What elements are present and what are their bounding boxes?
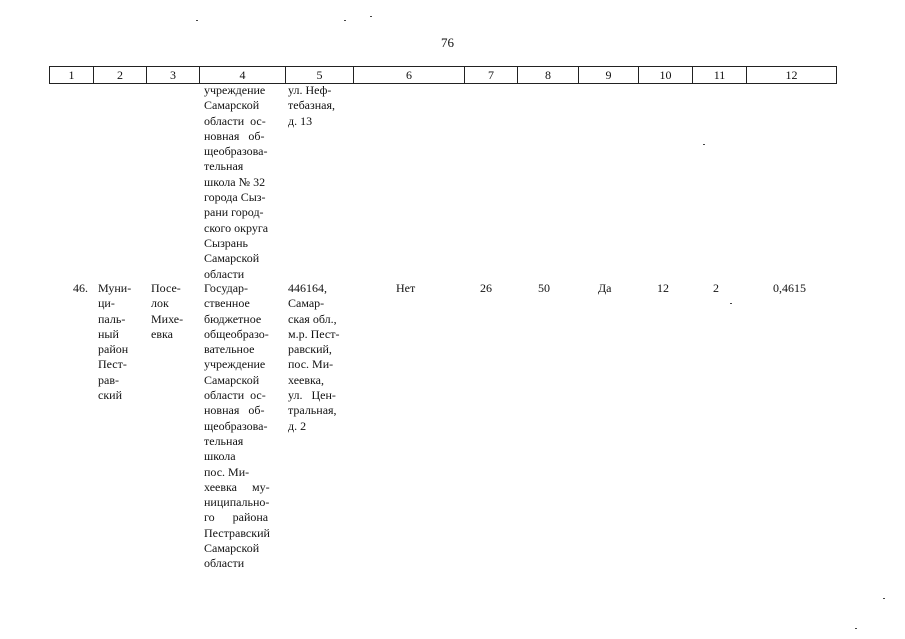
- col7-cell: 26: [480, 281, 492, 295]
- scan-speck: [855, 628, 857, 629]
- col9-cell: Да: [598, 281, 612, 295]
- col12-cell: 0,4615: [773, 281, 806, 295]
- header-cell-8: 8: [518, 67, 579, 83]
- header-cell-2: 2: [94, 67, 147, 83]
- col6-cell: Нет: [396, 281, 416, 295]
- header-cell-7: 7: [465, 67, 518, 83]
- header-cell-12: 12: [785, 68, 798, 82]
- organization-cell: Государ- ственное бюджетное общеобразо- вательное учреждение Самарской области ос- новная об- щеобразова- тельная школа пос. Ми- хеевка му- ниципально- го района Пестравский Самарской области: [204, 281, 270, 571]
- row-number-cell: 46.: [73, 281, 88, 295]
- col11-cell: 2: [713, 281, 719, 295]
- scan-speck: [196, 20, 198, 21]
- col8-cell: 50: [538, 281, 550, 295]
- header-cell-6: 6: [354, 67, 465, 83]
- address-cell: 446164, Самар- ская обл., м.р. Пест- равский, пос. Ми- хеевка, ул. Цен- тральная, д. 2: [288, 281, 340, 433]
- table-header-row: [49, 66, 837, 84]
- continued-address-cell: ул. Неф- тебазная, д. 13: [288, 83, 336, 128]
- district-cell: Муни- ци- паль- ный район Пест- рав- ский: [98, 281, 132, 403]
- page-number: 76: [441, 35, 454, 50]
- header-cell-10: 10: [639, 67, 693, 83]
- continued-organization-cell: учреждение Самарской области ос- новная об- щеобразова- тельная школа № 32 города Сыз- рани город- ского округа Сызрань Самарской области: [204, 83, 269, 281]
- scan-speck: [883, 598, 885, 599]
- header-cell-4: 4: [200, 67, 286, 83]
- header-cell-1: 1: [50, 67, 94, 83]
- header-cell-9: 9: [579, 67, 639, 83]
- locality-cell: Посе- лок Михе- евка: [151, 281, 184, 341]
- col10-cell: 12: [657, 281, 669, 295]
- header-cell-5: 5: [286, 67, 354, 83]
- scan-speck: [703, 144, 705, 145]
- scan-speck: [730, 303, 732, 304]
- header-cell-11: 11: [693, 67, 747, 83]
- scan-speck: [370, 16, 372, 17]
- header-cell-3: 3: [147, 67, 200, 83]
- scan-speck: [344, 20, 346, 21]
